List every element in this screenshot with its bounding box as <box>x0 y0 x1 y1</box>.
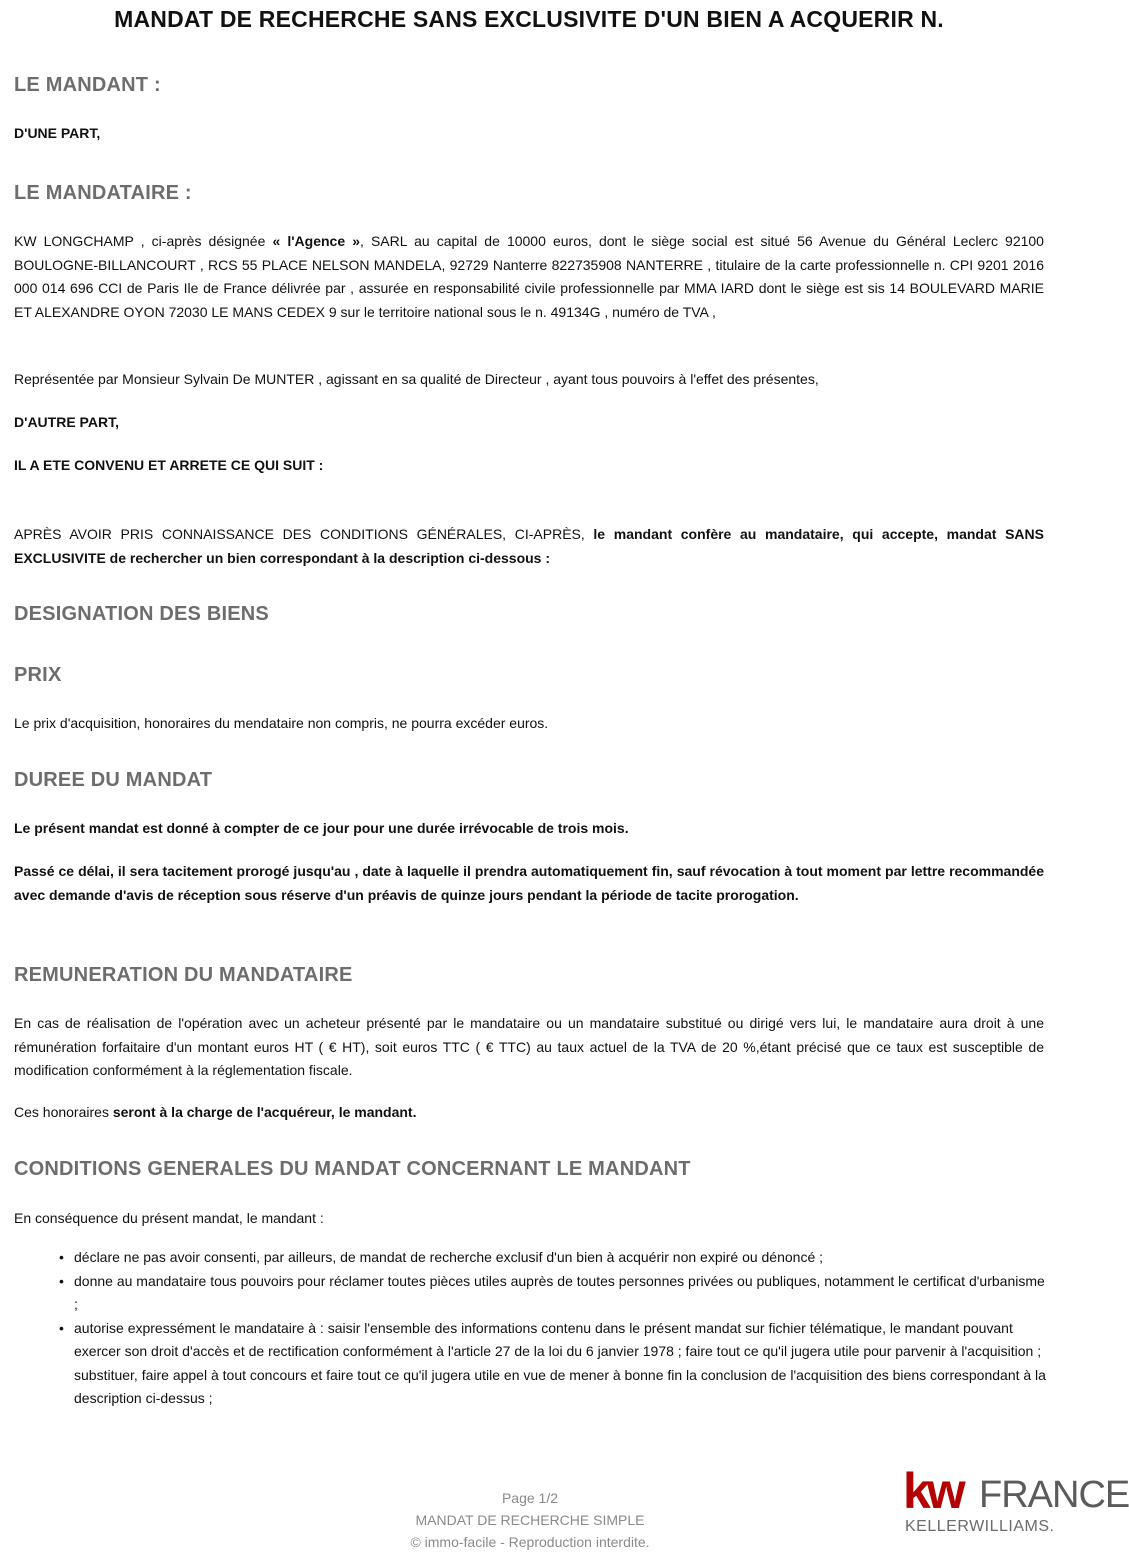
honoraires-lead: Ces honoraires <box>14 1104 113 1120</box>
apres-paragraph <box>14 523 1044 570</box>
prix-text: Le prix d'acquisition, honoraires du mendataire non compris, ne pourra excéder euros. <box>14 715 549 731</box>
mandataire-details: , SARL au capital de 10000 euros, dont le siège social est situé 56 Avenue du Général Leclerc 92100 BOULOGNE-BILLANCOURT , RCS 55 PLACE NELSON MANDELA, 92729 Nanterre 822735908 NANTERRE , titulaire de la carte professionnelle n. CPI 9201 2016 000 014 696 CCI de Paris Ile de France délivrée par , assurée en responsabilité civile professionnelle par MMA IARD dont le siège est sis 14 BOULEVARD MARIE ET ALEXANDRE OYON 72030 LE MANS CEDEX 9 sur le territoire national sous le n. 49134G , numéro de TVA , <box>14 233 1044 320</box>
kw-france-logo <box>903 1462 1129 1542</box>
conditions-intro: En conséquence du présent mandat, le mandant : <box>14 1210 324 1226</box>
remuneration-p2 <box>14 1101 1044 1125</box>
heading-mandant: LE MANDANT : <box>14 74 161 96</box>
remuneration-p1: En cas de réalisation de l'opération avec un acheteur présenté par le mandataire ou un mandataire substitué ou dirigé vers lui, le mandataire aura droit à une rémunération forfaitaire d'un montant euros HT ( € HT), soit euros TTC ( € TTC) au taux actuel de la TVA de 20 %,étant précisé que ce taux est susceptible de modification conformément à la réglementation fiscale. <box>14 1015 1044 1078</box>
heading-designation: DESIGNATION DES BIENS <box>14 603 269 625</box>
represented-by: Représentée par Monsieur Sylvain De MUNTER , agissant en sa qualité de Directeur , ayant tous pouvoirs à l'effet des présentes, <box>14 371 819 387</box>
footer-copyright: © immo-facile - Reproduction interdite. <box>410 1534 650 1550</box>
list-item: • donne au mandataire tous pouvoirs pour réclamer toutes pièces utiles auprès de toutes personnes privées ou publiques, notamment le certificat d'urbanisme ; <box>56 1270 1046 1317</box>
logo-kellerwilliams-text: KELLERWILLIAMS. <box>905 1518 1055 1535</box>
apres-bold: le mandant confère au mandataire, qui accepte, mandat SANS EXCLUSIVITE de rechercher un bien correspondant à la description ci-dessous : <box>14 526 1044 566</box>
duree-p2: Passé ce délai, il sera tacitement prorogé jusqu'au , date à laquelle il prendra automatiquement fin, sauf révocation à tout moment par lettre recommandée avec demande d'avis de réception sous réserve d'un préavis de quinze jours pendant la période de tacite prorogation. <box>14 863 1044 903</box>
heading-duree: DUREE DU MANDAT <box>14 769 213 791</box>
mandataire-name: KW LONGCHAMP , ci-après désignée <box>14 233 273 249</box>
list-item: • déclare ne pas avoir consenti, par ailleurs, de mandat de recherche exclusif d'un bien à acquérir non expiré ou dénoncé ; <box>56 1246 1046 1270</box>
conditions-list <box>56 1246 1046 1411</box>
convenu-statement: IL A ETE CONVENU ET ARRETE CE QUI SUIT : <box>14 457 324 473</box>
heading-prix: PRIX <box>14 664 62 686</box>
heading-remuneration: REMUNERATION DU MANDATAIRE <box>14 964 353 986</box>
honoraires-charge: seront à la charge de l'acquéreur, le mandant. <box>112 1104 417 1120</box>
agence-label: « l'Agence » <box>272 233 360 249</box>
list-item: • autorise expressément le mandataire à : saisir l'ensemble des informations contenu dans le présent mandat sur fichier télématique, le mandant pouvant exercer son droit d'accès et de rectification conformément à l'article 27 de la loi du 6 janvier 1978 ; faire tout ce qu'il jugera utile pour parvenir à l'acquisition ; substituer, faire appel à tout concours et faire tout ce qu'il jugera utile en vue de mener à bonne fin la conclusion de l'acquisition des biens correspondant à la description ci-dessus ; <box>56 1317 1046 1411</box>
heading-mandataire: LE MANDATAIRE : <box>14 182 192 204</box>
duree-p1: Le présent mandat est donné à compter de ce jour pour une durée irrévocable de trois mois. <box>14 820 629 836</box>
mandataire-paragraph <box>14 230 1044 324</box>
logo-france-text: FRANCE <box>979 1474 1129 1516</box>
heading-conditions: CONDITIONS GENERALES DU MANDAT CONCERNANT LE MANDANT <box>14 1158 691 1180</box>
document-title: MANDAT DE RECHERCHE SANS EXCLUSIVITE D'UN BIEN A ACQUERIR N. <box>114 6 944 32</box>
footer-document-name: MANDAT DE RECHERCHE SIMPLE <box>415 1512 645 1528</box>
mandataire-part: D'AUTRE PART, <box>14 414 119 430</box>
footer-page-number: Page 1/2 <box>501 1490 559 1506</box>
apres-lead: APRÈS AVOIR PRIS CONNAISSANCE DES CONDITIONS GÉNÉRALES, CI-APRÈS, <box>14 526 594 542</box>
kw-logo-mark: kw <box>903 1463 962 1519</box>
mandant-part: D'UNE PART, <box>14 125 101 141</box>
